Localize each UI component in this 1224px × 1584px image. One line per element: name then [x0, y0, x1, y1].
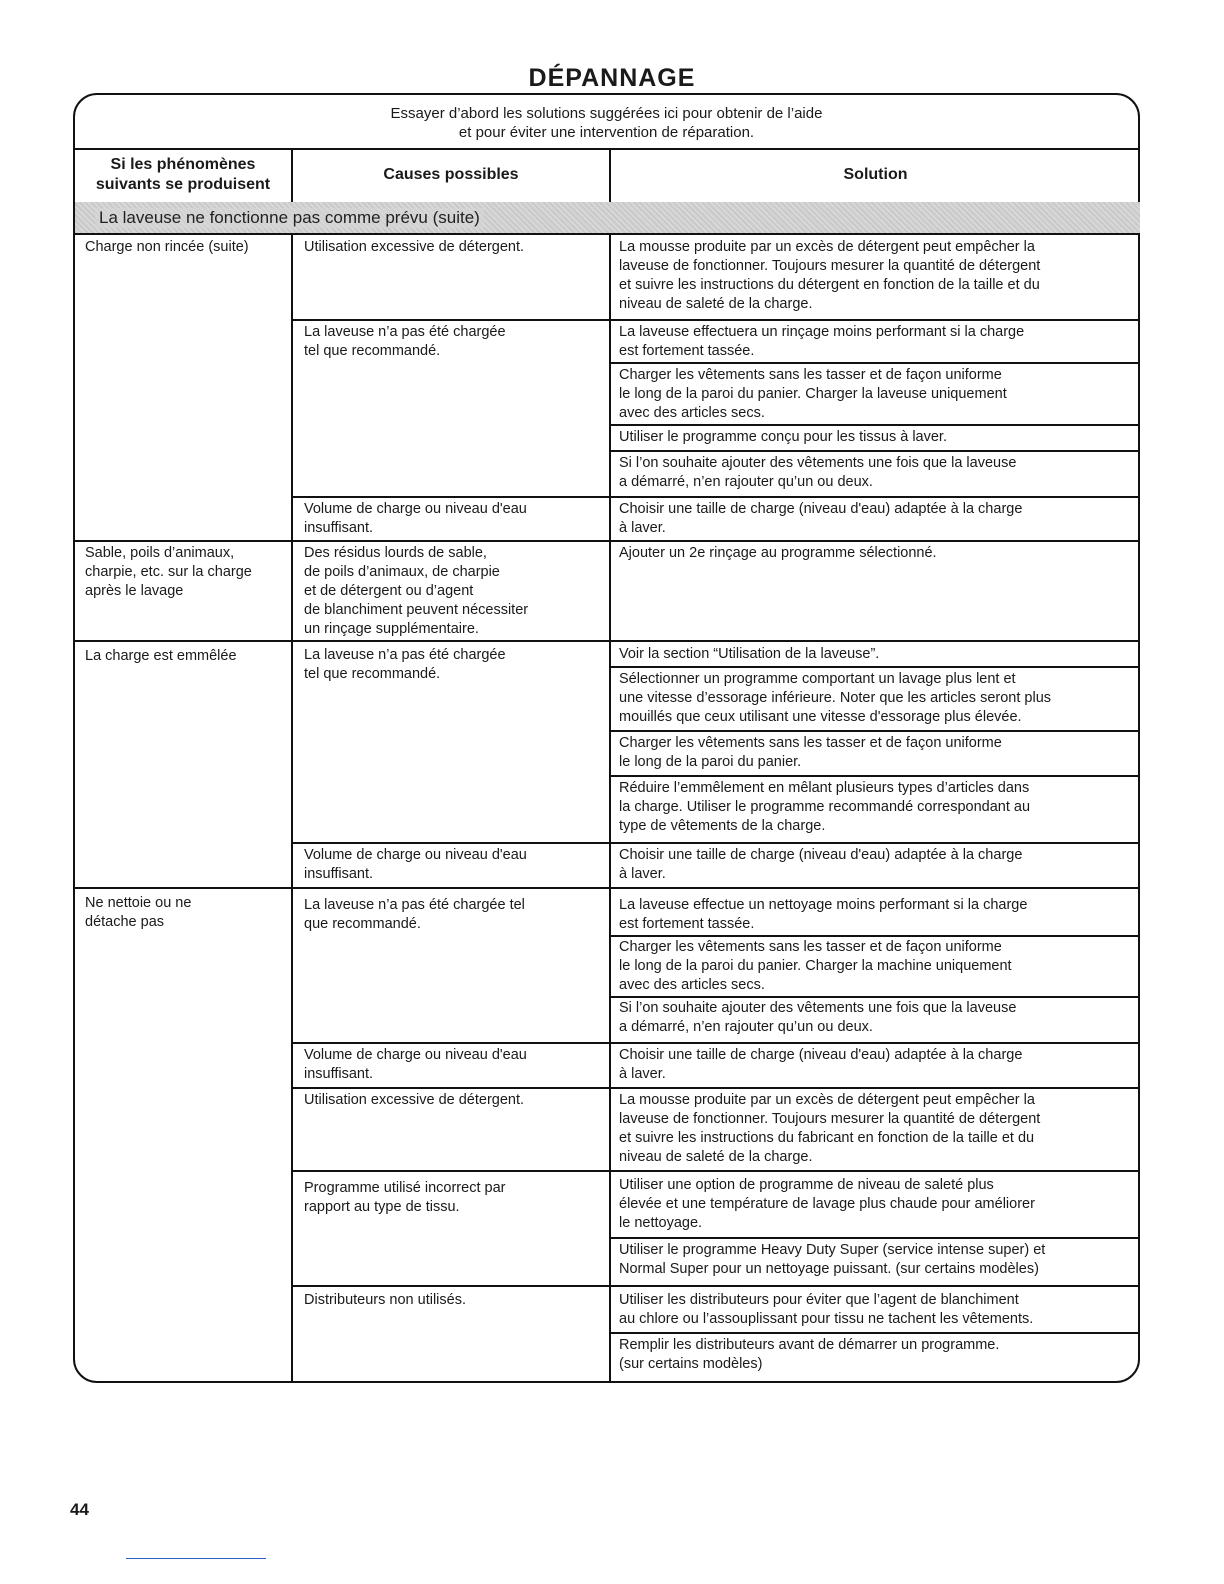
- section-bottom-rule: [75, 233, 1140, 235]
- column-header-solution: Solution: [843, 166, 908, 183]
- solution-rule: [609, 935, 1140, 937]
- solution-cell: La laveuse effectue un nettoyage moins performant si la charge est fortement tassée.: [619, 897, 1028, 932]
- cause-cell: Volume de charge ou niveau d'eau insuffisant.: [304, 1047, 527, 1082]
- page-number: 44: [70, 1500, 89, 1519]
- solution-cell: La mousse produite par un excès de détergent peut empêcher la laveuse de fonctionner. Toujours mesurer la quantité de détergent et suivre les instructions du fabricant en fonction de la taille et du niveau de saleté de la charge.: [619, 1092, 1041, 1165]
- cause-rule: [291, 496, 1140, 498]
- solution-cell: Réduire l’emmêlement en mêlant plusieurs types d’articles dans la charge. Utiliser le programme recommandé correspondant au type de vêtements de la charge.: [619, 780, 1031, 834]
- solution-cell: Ajouter un 2e rinçage au programme sélectionné.: [619, 545, 937, 561]
- solution-rule: [609, 1237, 1140, 1239]
- column-header-cause: Causes possibles: [383, 166, 519, 183]
- solution-cell: Utiliser une option de programme de niveau de saleté plus élevée et une température de lavage plus chaude pour améliorer le nettoyage.: [619, 1177, 1035, 1231]
- solution-cell: Utiliser le programme conçu pour les tissus à laver.: [619, 429, 947, 445]
- solution-cell: Voir la section “Utilisation de la laveuse”.: [619, 646, 880, 662]
- solution-rule: [609, 1332, 1140, 1334]
- solution-cell: Charger les vêtements sans les tasser et de façon uniforme le long de la paroi du panier.: [619, 735, 1002, 770]
- cause-cell: Programme utilisé incorrect par rapport au type de tissu.: [304, 1180, 506, 1215]
- section-title: La laveuse ne fonctionne pas comme prévu (suite): [95, 208, 484, 228]
- solution-cell: Sélectionner un programme comportant un lavage plus lent et une vitesse d’essorage inférieure. Noter que les articles seront plus mouillés que ceux utilisant une vitesse d'essorage plus élevée.: [619, 671, 1052, 725]
- column-rule-2: [609, 148, 611, 202]
- intro-line-1: Essayer d’abord les solutions suggérées ici pour obtenir de l’aide: [390, 105, 823, 122]
- group-rule: [75, 640, 1140, 642]
- cause-cell: Volume de charge ou niveau d'eau insuffisant.: [304, 501, 527, 536]
- solution-cell: Remplir les distributeurs avant de démarrer un programme. (sur certains modèles): [619, 1337, 1000, 1372]
- column-rule-1: [291, 148, 293, 202]
- cause-cell: La laveuse n’a pas été chargée tel que recommandé.: [304, 647, 506, 682]
- solution-rule: [609, 730, 1140, 732]
- cause-cell: La laveuse n’a pas été chargée tel que recommandé.: [304, 897, 525, 932]
- bottom-divider: [126, 1558, 266, 1559]
- column-rule-2: [609, 233, 611, 1383]
- solution-rule: [609, 666, 1140, 668]
- intro-line-2: et pour éviter une intervention de réparation.: [458, 124, 755, 141]
- solution-rule: [609, 996, 1140, 998]
- solution-rule: [609, 775, 1140, 777]
- cause-cell: La laveuse n’a pas été chargée tel que recommandé.: [304, 324, 506, 359]
- solution-cell: Choisir une taille de charge (niveau d'eau) adaptée à la charge à laver.: [619, 1047, 1023, 1082]
- cause-cell: Utilisation excessive de détergent.: [304, 1092, 525, 1108]
- cause-rule: [291, 842, 1140, 844]
- page-title: DÉPANNAGE: [528, 64, 696, 92]
- solution-rule: [609, 424, 1140, 426]
- solution-rule: [609, 362, 1140, 364]
- solution-cell: Charger les vêtements sans les tasser et de façon uniforme le long de la paroi du panier. Charger la laveuse uniquement avec des articles secs.: [619, 367, 1007, 421]
- solution-cell: Choisir une taille de charge (niveau d'eau) adaptée à la charge à laver.: [619, 501, 1023, 536]
- intro-text: [75, 104, 1138, 142]
- section-band: [75, 202, 1140, 233]
- solution-cell: Utiliser le programme Heavy Duty Super (service intense super) et Normal Super pour un nettoyage puissant. (sur certains modèles): [619, 1242, 1046, 1277]
- solution-cell: La laveuse effectuera un rinçage moins performant si la charge est fortement tassée.: [619, 324, 1025, 359]
- cause-rule: [291, 1042, 1140, 1044]
- solution-cell: Utiliser les distributeurs pour éviter que l’agent de blanchiment au chlore ou l’assouplissant pour tissu ne tachent les vêtements.: [619, 1292, 1034, 1327]
- solution-cell: Charger les vêtements sans les tasser et de façon uniforme le long de la paroi du panier. Charger la machine uniquement avec des articles secs.: [619, 939, 1012, 993]
- group-rule: [75, 887, 1140, 889]
- symptom-cell: Charge non rincée (suite): [85, 239, 249, 255]
- cause-cell: Volume de charge ou niveau d'eau insuffisant.: [304, 847, 527, 882]
- solution-cell: Si l’on souhaite ajouter des vêtements une fois que la laveuse a démarré, n’en rajouter qu’un ou deux.: [619, 1000, 1017, 1035]
- group-rule: [75, 540, 1140, 542]
- cause-cell: Distributeurs non utilisés.: [304, 1292, 466, 1308]
- column-rule-1: [291, 233, 293, 1383]
- solution-rule: [609, 450, 1140, 452]
- cause-rule: [291, 1170, 1140, 1172]
- symptom-cell: Ne nettoie ou ne détache pas: [85, 895, 192, 930]
- cause-rule: [291, 1285, 1140, 1287]
- solution-cell: La mousse produite par un excès de détergent peut empêcher la laveuse de fonctionner. Toujours mesurer la quantité de détergent et suivre les instructions du détergent en fonction de la taille et du niveau de saleté de la charge.: [619, 239, 1041, 312]
- solution-cell: Si l’on souhaite ajouter des vêtements une fois que la laveuse a démarré, n’en rajouter qu’un ou deux.: [619, 455, 1017, 490]
- solution-cell: Choisir une taille de charge (niveau d'eau) adaptée à la charge à laver.: [619, 847, 1023, 882]
- symptom-cell: La charge est emmêlée: [85, 648, 237, 664]
- cause-cell: Des résidus lourds de sable, de poils d’animaux, de charpie et de détergent ou d’agent de blanchiment peuvent nécessiter un rinçage supplémentaire.: [304, 545, 529, 637]
- symptom-cell: Sable, poils d’animaux, charpie, etc. sur la charge après le lavage: [85, 545, 252, 599]
- cause-rule: [291, 1087, 1140, 1089]
- column-header-symptom: Si les phénomènes suivants se produisent: [95, 156, 271, 193]
- cause-cell: Utilisation excessive de détergent.: [304, 239, 525, 255]
- cause-rule: [291, 319, 1140, 321]
